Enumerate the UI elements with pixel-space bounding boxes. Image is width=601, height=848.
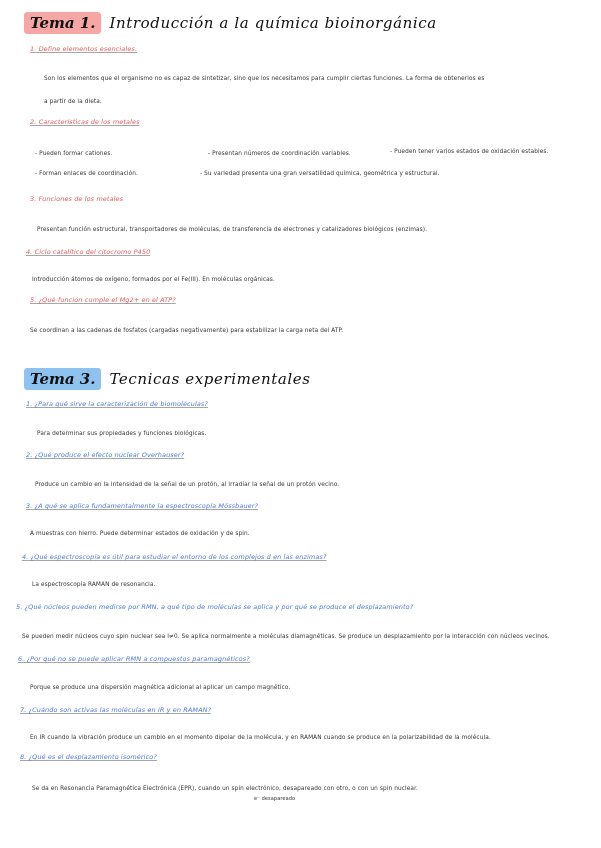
answer-1-1-line1: Son los elementos que el organismo no es capaz de sintetizar, sino que los necesitamos para cumplir ciertas funciones. La forma de obtenerlos es xyxy=(44,76,485,82)
question-1-3: 3. Funciones de los metales xyxy=(30,195,124,203)
metal-char-1: - Pueden formar cationes. xyxy=(35,151,113,157)
question-1-2: 2. Características de los metales xyxy=(30,118,140,126)
question-3-6: 6. ¿Por qué no se puede aplicar RMN a compuestos paramagnéticos? xyxy=(18,655,250,663)
metal-char-4: - Forman enlaces de coordinación. xyxy=(35,171,138,177)
answer-3-1: Para determinar sus propiedades y funciones biológicas. xyxy=(37,431,207,437)
answer-3-6: Porque se produce una dispersión magnética adicional al aplicar un campo magnético. xyxy=(30,685,291,691)
metal-char-3: - Pueden tener varios estados de oxidación estables. xyxy=(390,149,549,155)
question-3-8: 8. ¿Qué es el desplazamiento isomérico? xyxy=(20,753,157,761)
tema1-heading xyxy=(24,10,437,36)
answer-3-4: La espectroscopía RAMAN de resonancia. xyxy=(32,582,156,588)
metal-char-2: - Presentan números de coordinación variables. xyxy=(208,151,351,157)
answer-1-4: Introducción átomos de oxígeno, formados por el Fe(III). En moléculas orgánicas. xyxy=(32,277,275,283)
answer-1-3: Presentan función estructural, transportadores de moléculas, de transferencia de electrones y catalizadores biológicos (enzimas). xyxy=(37,227,428,233)
answer-3-8-note: e⁻ desapareado xyxy=(254,796,296,802)
question-1-4: 4. Ciclo catalítico del citocromo P450 xyxy=(26,248,151,256)
question-3-3: 3. ¿A qué se aplica fundamentalmente la espectroscopía Mössbauer? xyxy=(26,502,259,510)
question-1-1: 1. Define elementos esenciales. xyxy=(30,45,138,53)
tema1-title: Introducción a la química bioinorgánica xyxy=(109,14,437,32)
question-3-2: 2. ¿Qué produce el efecto nuclear Overhauser? xyxy=(26,451,185,459)
question-1-5: 5. ¿Qué función cumple el Mg2+ en el ATP? xyxy=(30,296,176,304)
question-3-4: 4. ¿Qué espectroscopía es útil para estudiar el entorno de los complejos d en las enzimas? xyxy=(22,553,327,561)
answer-1-1-line2: a partir de la dieta. xyxy=(44,99,102,105)
tema3-heading xyxy=(24,366,311,392)
question-3-5: 5. ¿Qué núcleos pueden medirse por RMN, a qué tipo de moléculas se aplica y por qué se produce el desplazamiento? xyxy=(16,603,414,611)
question-3-7: 7. ¿Cuándo son activas las moléculas en IR y en RAMAN? xyxy=(20,706,212,714)
answer-3-8: Se da en Resonancia Paramagnética Electrónica (EPR), cuando un spin electrónico, desapareado con otro, o con un spin nuclear. xyxy=(32,786,418,792)
question-3-1: 1. ¿Para qué sirve la caracterización de biomoléculas? xyxy=(26,400,208,408)
tema3-tag: Tema 3. xyxy=(24,368,101,390)
answer-3-5: Se pueden medir núcleos cuyo spin nuclear sea I≠0. Se aplica normalmente a moléculas diamagnéticas. Se produce un desplazamiento por la interacción con núcleos vecinos. xyxy=(22,634,550,640)
answer-3-7: En IR cuando la vibración produce un cambio en el momento dipolar de la molécula, y en RAMAN cuando se produce en la polarizabilidad de la molécula. xyxy=(30,735,491,741)
tema3-title: Tecnicas experimentales xyxy=(109,370,311,388)
answer-3-3: A muestras con hierro. Puede determinar estados de oxidación y de spin. xyxy=(30,531,250,537)
answer-3-2: Produce un cambio en la intensidad de la señal de un protón, al irradiar la señal de un protón vecino. xyxy=(35,482,340,488)
metal-char-5: - Su variedad presenta una gran versatilidad química, geométrica y estructural. xyxy=(200,171,440,177)
tema1-tag: Tema 1. xyxy=(24,12,101,34)
answer-1-5: Se coordinan a las cadenas de fosfatos (cargadas negativamente) para estabilizar la carga neta del ATP. xyxy=(30,328,344,334)
